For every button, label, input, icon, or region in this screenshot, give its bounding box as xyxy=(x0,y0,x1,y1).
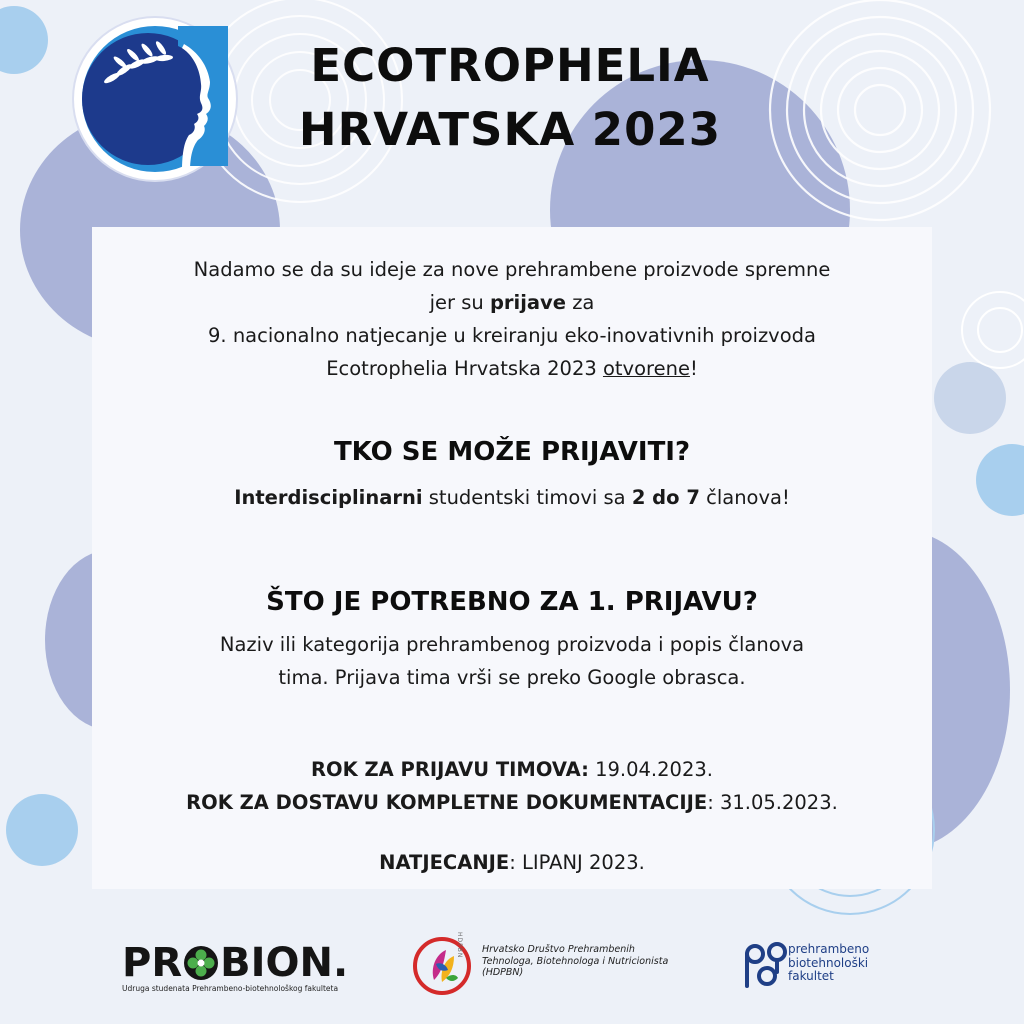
probion-word-post: BION. xyxy=(220,940,349,986)
intro-line-4-post: ! xyxy=(689,357,698,380)
flower-icon xyxy=(183,945,219,981)
deadline-teams-value: 19.04.2023. xyxy=(588,758,713,781)
probion-wordmark xyxy=(122,942,348,984)
who-bold-2: 2 do 7 xyxy=(631,486,700,509)
who-heading: TKO SE MOŽE PRIJAVITI? xyxy=(333,437,691,467)
intro-line-1: Nadamo se da su ideje za nove prehrambene proizvode spremne xyxy=(193,258,831,281)
intro-line-2-post: za xyxy=(566,291,595,314)
hdpbn-line-1: Hrvatsko Društvo Prehrambenih xyxy=(482,944,635,955)
hdpbn-line-3: (HDPBN) xyxy=(482,967,524,978)
probion-subtitle: Udruga studenata Prehrambeno-biotehnološkog fakulteta xyxy=(122,984,339,993)
pbf-line-3: fakultet xyxy=(788,969,834,983)
pbf-line-2: biotehnološki xyxy=(788,955,869,970)
deadline-docs-label: ROK ZA DOSTAVU KOMPLETNE DOKUMENTACIJE xyxy=(186,791,708,814)
bg-dot-right-2 xyxy=(976,444,1024,516)
what-text xyxy=(92,628,932,694)
who-mid: studentski timovi sa xyxy=(422,486,632,509)
hdpbn-emblem-icon xyxy=(412,934,476,998)
deadline-teams-label: ROK ZA PRIJAVU TIMOVA: xyxy=(311,758,589,781)
intro-line-2-pre: jer su xyxy=(429,291,490,314)
what-line-2: tima. Prijava tima vrši se preko Google obrasca. xyxy=(278,666,746,689)
intro-line-3: 9. nacionalno natjecanje u kreiranju eko-inovativnih proizvoda xyxy=(208,324,816,347)
ecotrophelia-logo xyxy=(74,18,236,180)
competition-value: : LIPANJ 2023. xyxy=(509,851,645,874)
pbf-name xyxy=(788,943,908,984)
intro-line-4-pre: Ecotrophelia Hrvatska 2023 xyxy=(326,357,603,380)
who-bold-1: Interdisciplinarni xyxy=(234,486,423,509)
what-heading: ŠTO JE POTREBNO ZA 1. PRIJAVU? xyxy=(266,587,758,617)
intro-paragraph xyxy=(92,253,932,385)
who-end: članova! xyxy=(699,486,790,509)
title-line-2: HRVATSKA 2023 xyxy=(298,103,722,156)
bg-dot-top-left xyxy=(0,6,48,74)
intro-line-2-bold: prijave xyxy=(489,291,566,314)
hdpbn-line-2: Tehnologa, Biotehnologa i Nutricionista xyxy=(482,955,669,967)
pbf-emblem-icon xyxy=(744,938,790,992)
competition-label: NATJECANJE xyxy=(379,851,510,874)
probion-word-pre: PR xyxy=(122,940,183,986)
laurel-head-icon xyxy=(82,26,228,172)
who-text xyxy=(92,481,932,514)
title-line-1: ECOTROPHELIA xyxy=(310,39,710,92)
deadlines xyxy=(92,753,932,819)
bg-dot-bottom-left xyxy=(6,794,78,866)
intro-line-4-underline: otvorene xyxy=(602,357,690,380)
competition-date xyxy=(92,846,932,879)
hdpbn-arc-letters: HDPBN xyxy=(456,932,463,959)
bg-rings-right xyxy=(962,292,1024,368)
info-card xyxy=(92,227,932,889)
pbf-line-1: prehrambeno xyxy=(788,942,870,956)
bg-dot-right-1 xyxy=(934,362,1006,434)
page-title xyxy=(250,34,770,162)
probion-logo xyxy=(122,942,348,994)
what-line-1: Naziv ili kategorija prehrambenog proizvoda i popis članova xyxy=(219,633,805,656)
deadline-docs-value: : 31.05.2023. xyxy=(707,791,838,814)
hdpbn-name xyxy=(482,944,682,979)
